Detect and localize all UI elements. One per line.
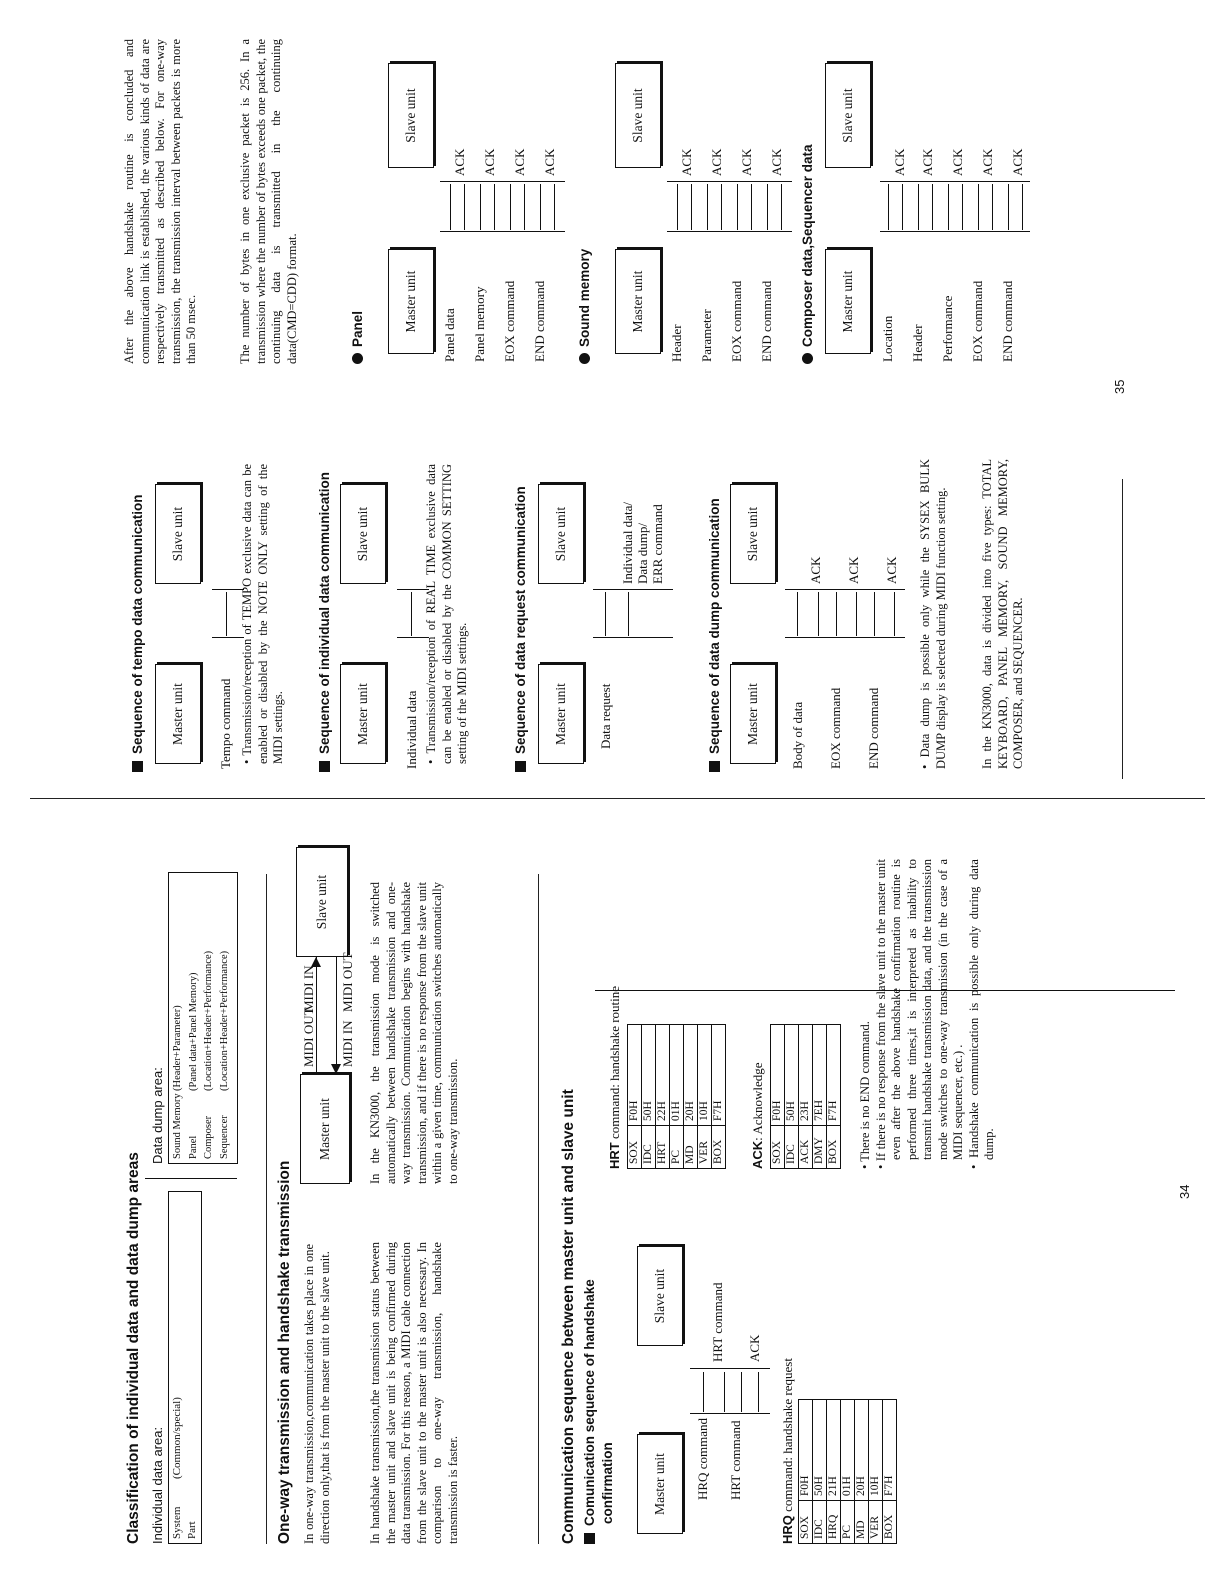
- square-bullet-icon: [515, 761, 526, 772]
- master-unit-label: Master unit: [170, 683, 185, 745]
- arrow-line: [605, 592, 606, 636]
- master-unit-box: [300, 1074, 350, 1184]
- table-cell: SOX: [799, 1501, 813, 1544]
- table-cell: IDC: [785, 1126, 799, 1169]
- ack-table: [770, 1024, 841, 1169]
- master-unit-box: [155, 664, 201, 764]
- table-cell: 10H: [698, 1025, 712, 1126]
- note-item: • Handshake communication is possible only during data dump.: [966, 859, 996, 1169]
- oneway-paragraph-3: In the KN3000, the transmission mode is switched automatically between handshake transmission and one-way transmission. Communication begins with handshake transmission, and if there is no response from the slave unit within a given time, communication switches automatically to one-way transmission.: [368, 882, 460, 1184]
- round-bullet-icon: [579, 353, 590, 364]
- table-cell: 10H: [869, 1400, 883, 1501]
- arrow-line: [524, 184, 525, 230]
- hrq-command-label: HRQ command: [695, 1418, 710, 1500]
- midi-in-top: MIDI IN: [301, 965, 316, 1012]
- square-bullet-icon: [132, 761, 143, 772]
- ack-label: ACK: [950, 148, 965, 176]
- master-unit-label: Master unit: [840, 270, 855, 333]
- header-label: Header: [910, 324, 925, 362]
- request-title-text: Sequence of data request communication: [513, 486, 528, 754]
- table-cell: SOX: [628, 1126, 642, 1169]
- comm-title: Communication sequence between master unit and slave unit: [560, 1089, 577, 1544]
- arrow-line: [724, 1372, 725, 1412]
- panel-memory-label: Panel memory: [472, 286, 487, 362]
- oneway-paragraph-2: In handshake transmission,the transmission status between the master unit and slave unit is being confirmed during data transmission. For this reason, a MIDI cable connection from the slave unit to the master unit is also necessary. In comparison to one-way transmission, handshake transmission is faster.: [368, 1242, 460, 1544]
- table-row: [628, 1025, 642, 1169]
- arrow-line: [818, 592, 819, 636]
- dump-row-desc: (Location+Header+Performance): [218, 950, 230, 1091]
- ack-label: ACK: [808, 556, 823, 584]
- table-cell: F0H: [628, 1025, 642, 1126]
- body-of-data-label: Body of data: [790, 701, 805, 769]
- hrt-table: [627, 1024, 726, 1169]
- table-cell: F0H: [799, 1400, 813, 1501]
- arrow-line: [856, 592, 857, 636]
- slave-unit-box: [388, 63, 434, 168]
- hrq-table: [798, 1399, 897, 1544]
- slave-timeline: [880, 181, 1030, 182]
- panel-title: [350, 311, 365, 364]
- arrow-line: [464, 184, 465, 230]
- panel-data-label: Panel data: [442, 308, 457, 362]
- slave-unit-box: [296, 847, 348, 957]
- table-cell: VER: [869, 1501, 883, 1544]
- master-unit-label: Master unit: [553, 683, 568, 745]
- comm-subtitle: [582, 1279, 597, 1544]
- arrow-line: [1008, 184, 1009, 230]
- arrow-line: [962, 184, 963, 230]
- slave-timeline: [440, 181, 565, 182]
- section-rule: [266, 874, 267, 1544]
- dump-title-text: Sequence of data dump communication: [707, 498, 722, 754]
- slave-timeline: [785, 589, 905, 590]
- slave-unit-box: [538, 484, 584, 584]
- ack-label: ACK: [542, 148, 557, 176]
- ack-label: ACK: [482, 148, 497, 176]
- data-request-label: Data request: [598, 683, 613, 749]
- individual-note: • Transmission/reception of REAL TIME exclusive data can be enabled or disabled by the COMMON SETTING setting of the MIDI settings.: [424, 463, 469, 764]
- table-cell: ACK: [799, 1126, 813, 1169]
- round-bullet-icon: [802, 353, 813, 364]
- table-cell: F7H: [883, 1400, 897, 1501]
- round-bullet-icon: [352, 353, 363, 364]
- note-text: There is no END command.: [858, 1021, 872, 1162]
- table-cell: BOX: [883, 1501, 897, 1544]
- slave-unit-label: Slave unit: [355, 506, 370, 562]
- eox-command-label: EOX command: [729, 280, 744, 362]
- table-cell: DMY: [813, 1126, 827, 1169]
- table-row: [813, 1025, 827, 1169]
- midi-cable-out: [316, 957, 317, 1074]
- arrow-line: [894, 592, 895, 636]
- slave-unit-label: Slave unit: [403, 88, 418, 143]
- individual-data-label: Individual data area:: [150, 1426, 165, 1544]
- right-intro-1: After the above handshake routine is concluded and communication link is established, the various kinds of data are respectively transmitted as described below. For one-way transmission, the transmission interval between packets is more than 50 msec.: [122, 39, 198, 364]
- arrow-line: [703, 1372, 704, 1412]
- master-unit-box: [615, 249, 661, 354]
- arrow-line: [836, 592, 837, 636]
- slave-unit-box: [825, 63, 871, 168]
- ack-label: ACK: [512, 148, 527, 176]
- ack-label: ACK: [679, 148, 694, 176]
- table-cell: 7EH: [813, 1025, 827, 1126]
- tempo-note-text: Transmission/reception of TEMPO exclusive data can be enabled or disabled by the NOTE ONLY setting of the MIDI settings.: [240, 464, 285, 764]
- table-row: [799, 1025, 813, 1169]
- master-timeline: [667, 231, 792, 232]
- midi-in-bottom: MIDI IN: [340, 1020, 355, 1067]
- ack-label: ACK: [709, 148, 724, 176]
- table-cell: IDC: [813, 1501, 827, 1544]
- arrow-line: [767, 184, 768, 230]
- page-number-right: 35: [1112, 379, 1127, 394]
- gutter-line: [30, 798, 1205, 799]
- ack-label: ACK: [769, 148, 784, 176]
- header-label: Header: [669, 324, 684, 362]
- individual-data-box: [168, 1191, 202, 1544]
- end-command-label: END command: [1000, 280, 1015, 362]
- panel-title-text: Panel: [350, 310, 365, 347]
- table-cell: F7H: [712, 1025, 726, 1126]
- table-cell: F0H: [771, 1025, 785, 1126]
- master-unit-label: Master unit: [403, 270, 418, 333]
- ack-label: ACK: [1010, 148, 1025, 176]
- arrow-line: [978, 184, 979, 230]
- arrow-line: [554, 184, 555, 230]
- table-cell: IDC: [642, 1126, 656, 1169]
- table-cell: MD: [855, 1501, 869, 1544]
- table-cell: 50H: [785, 1025, 799, 1126]
- comm-subtitle-line1: Comunication sequence of handshake: [582, 1279, 597, 1526]
- ack-label: ACK: [747, 1334, 762, 1362]
- end-command-label: END command: [866, 687, 881, 769]
- table-row: [656, 1025, 670, 1169]
- table-cell: 20H: [855, 1400, 869, 1501]
- classification-title: Classification of individual data and data dump areas: [125, 1152, 142, 1544]
- sound-title: [577, 249, 592, 364]
- arrow-line: [781, 184, 782, 230]
- end-command-label: END command: [759, 280, 774, 362]
- table-cell: BOX: [712, 1126, 726, 1169]
- table-cell: HRQ: [827, 1501, 841, 1544]
- master-unit-box: [388, 249, 434, 354]
- arrow-line: [450, 184, 451, 230]
- oneway-paragraph-1: In one-way transmission,communication takes place in one direction only,that is from the master unit to the slave unit.: [302, 1244, 332, 1544]
- dump-row-desc: (Location+Header+Performance): [203, 950, 214, 1091]
- ack-caption-rest: : Acknowledge: [750, 1062, 765, 1141]
- slave-unit-label: Slave unit: [314, 874, 329, 930]
- table-cell: MD: [684, 1126, 698, 1169]
- performance-label: Performance: [940, 295, 955, 362]
- arrow-line: [540, 184, 541, 230]
- table-row: [698, 1025, 712, 1169]
- table-row: [883, 1400, 897, 1544]
- midi-out-top: MIDI OUT: [301, 1007, 316, 1067]
- tempo-title: [130, 494, 145, 772]
- arrow-right-icon: [311, 957, 321, 967]
- dump-note-2: In the KN3000, data is divided into five types: TOTAL KEYBOARD, PANEL MEMORY, SOUND MEMORY, COMPOSER, and SEQUENCER.: [980, 459, 1025, 769]
- ack-label: ACK: [920, 148, 935, 176]
- divider: [145, 1178, 237, 1179]
- ack-caption-bold: ACK: [750, 1140, 765, 1169]
- arrow-line: [1022, 184, 1023, 230]
- individual-row-desc: (Common/special): [171, 1397, 183, 1479]
- table-row: [670, 1025, 684, 1169]
- composer-title: [800, 144, 815, 364]
- arrow-line: [888, 184, 889, 230]
- table-row: [799, 1400, 813, 1544]
- arrow-line: [411, 592, 412, 636]
- hrt-caption: [607, 986, 623, 1169]
- ack-label: ACK: [452, 148, 467, 176]
- table-row: [841, 1400, 855, 1544]
- slave-unit-label: Slave unit: [652, 1268, 667, 1324]
- arrow-line: [741, 1372, 742, 1412]
- table-row: [813, 1400, 827, 1544]
- end-command-label: END command: [532, 280, 547, 362]
- table-cell: 20H: [684, 1025, 698, 1126]
- dump-row-desc: (Panel data+Panel Memory): [187, 972, 199, 1091]
- individual-seq-title-text: Sequence of individual data communication: [317, 471, 332, 754]
- arrow-line: [874, 592, 875, 636]
- slave-unit-label: Slave unit: [170, 506, 185, 562]
- ack-label: ACK: [980, 148, 995, 176]
- request-title: [513, 486, 528, 772]
- response-item: Individual data/: [620, 502, 635, 584]
- comm-notes: [858, 859, 998, 1169]
- master-unit-box: [340, 664, 386, 764]
- midi-out-bottom: MIDI OUT: [340, 952, 355, 1012]
- ack-label: ACK: [884, 556, 899, 584]
- master-unit-label: Master unit: [317, 1098, 332, 1160]
- data-dump-box: [168, 872, 238, 1164]
- table-cell: F7H: [827, 1025, 841, 1126]
- master-unit-box: [730, 664, 776, 764]
- dump-row-name: Sound Memory: [172, 1093, 183, 1159]
- ack-label: ACK: [846, 556, 861, 584]
- composer-title-text: Composer data,Sequencer data: [800, 144, 815, 347]
- master-unit-label: Master unit: [355, 683, 370, 745]
- table-row: [855, 1400, 869, 1544]
- table-row: [827, 1025, 841, 1169]
- arrow-line: [948, 184, 949, 230]
- dump-note-1-text: Data dump is possible only while the SYSEX BULK DUMP display is selected during MIDI function setting.: [918, 459, 948, 769]
- arrow-line: [992, 184, 993, 230]
- table-cell: VER: [698, 1126, 712, 1169]
- ack-label: ACK: [739, 148, 754, 176]
- table-cell: 22H: [656, 1025, 670, 1126]
- arrow-line: [628, 592, 629, 636]
- arrow-line: [737, 184, 738, 230]
- master-timeline: [593, 637, 673, 638]
- note-item: • There is no END command.: [858, 1021, 872, 1169]
- section-rule: [538, 874, 539, 1544]
- response-item: Data dump/: [635, 522, 650, 584]
- slave-unit-label: Slave unit: [840, 88, 855, 143]
- master-timeline: [785, 637, 905, 638]
- eox-command-label: EOX command: [970, 280, 985, 362]
- arrow-line: [932, 184, 933, 230]
- note-text: If there is no response from the slave unit to the master unit even after the above handshake confirmation routine is performed three times,it is interpreted as inability to transmit handshake transmission data, and the transmission mode switches to one-way transmission (in the case of a MIDI sequencer, etc.) .: [873, 859, 965, 1162]
- hrt-caption-rest: command: handshake routine: [607, 985, 622, 1143]
- slave-unit-label: Slave unit: [745, 506, 760, 562]
- master-unit-label: Master unit: [630, 270, 645, 333]
- slave-timeline: [593, 589, 673, 590]
- arrow-line: [677, 184, 678, 230]
- table-row: [642, 1025, 656, 1169]
- location-label: Location: [880, 315, 895, 362]
- square-bullet-icon: [584, 1533, 595, 1544]
- arrow-line: [758, 1372, 759, 1412]
- hrq-caption-bold: HRQ: [780, 1515, 795, 1544]
- individual-row-name: Part: [186, 1521, 198, 1539]
- ack-caption: [750, 1062, 766, 1169]
- slave-unit-box: [637, 1246, 683, 1346]
- data-dump-label: Data dump area:: [150, 1067, 165, 1164]
- dump-row-name: Sequencer: [218, 1115, 230, 1159]
- comm-subtitle-line2: confirmation: [600, 1442, 615, 1524]
- arrow-line: [226, 592, 227, 636]
- tempo-title-text: Sequence of tempo data communication: [130, 494, 145, 754]
- table-cell: SOX: [771, 1126, 785, 1169]
- ack-label: ACK: [892, 148, 907, 176]
- eox-command-label: EOX command: [502, 280, 517, 362]
- dump-title: [707, 498, 722, 772]
- slave-unit-label: Slave unit: [553, 506, 568, 562]
- arrow-line: [707, 184, 708, 230]
- sound-title-text: Sound memory: [577, 248, 592, 347]
- note-item: • If there is no response from the slave unit to the master unit even after the above handshake confirmation routine is performed three times,it is interpreted as inability to transmit handshake transmission data, and the transmission mode switches to one-way transmission (in the case of a MIDI sequencer, etc.) .: [873, 859, 965, 1169]
- master-timeline: [880, 231, 1030, 232]
- table-cell: PC: [670, 1126, 684, 1169]
- hrt-command-right: HRT command: [710, 1282, 725, 1362]
- arrow-line: [751, 184, 752, 230]
- hrt-command-label: HRT command: [728, 1420, 743, 1500]
- table-cell: 01H: [841, 1400, 855, 1501]
- arrow-line: [902, 184, 903, 230]
- slave-unit-box: [615, 63, 661, 168]
- table-row: [869, 1400, 883, 1544]
- table-cell: PC: [841, 1501, 855, 1544]
- individual-note-text: Transmission/reception of REAL TIME exclusive data can be enabled or disabled by the COMMON SETTING setting of the MIDI settings.: [424, 463, 469, 764]
- table-cell: 50H: [813, 1400, 827, 1501]
- dump-row-name: Composer: [203, 1115, 214, 1159]
- oneway-title: One-way transmission and handshake transmission: [276, 1160, 293, 1544]
- arrow-line: [510, 184, 511, 230]
- individual-seq-title: [317, 472, 332, 772]
- master-timeline: [690, 1413, 770, 1414]
- individual-data-seq-label: Individual data: [404, 690, 419, 769]
- table-cell: 23H: [799, 1025, 813, 1126]
- parameter-label: Parameter: [699, 309, 714, 362]
- eox-command-label: EOX command: [828, 687, 843, 769]
- table-row: [712, 1025, 726, 1169]
- slave-unit-box: [730, 484, 776, 584]
- table-cell: BOX: [827, 1126, 841, 1169]
- square-bullet-icon: [709, 761, 720, 772]
- arrow-line: [494, 184, 495, 230]
- table-cell: 50H: [642, 1025, 656, 1126]
- page-number-left: 34: [1177, 1184, 1192, 1199]
- right-intro-2: The number of bytes in one exclusive packet is 256. In a transmission where the number of bytes exceeds one packet, the continuing data is transmitted in the continuing data(CMD=CDD) format.: [238, 39, 299, 364]
- table-row: [771, 1025, 785, 1169]
- response-item: ERR command: [650, 504, 665, 584]
- tempo-command-label: Tempo command: [218, 678, 233, 769]
- hrq-caption: [780, 1358, 796, 1544]
- slave-unit-label: Slave unit: [630, 88, 645, 143]
- arrow-line: [480, 184, 481, 230]
- square-bullet-icon: [319, 761, 330, 772]
- master-unit-label: Master unit: [652, 1453, 667, 1515]
- hrt-caption-bold: HRT: [607, 1142, 622, 1169]
- dump-row-desc: (Header+Parameter): [172, 1005, 183, 1091]
- master-unit-box: [538, 664, 584, 764]
- arrow-line: [691, 184, 692, 230]
- midi-cable-in: [336, 957, 337, 1074]
- table-row: [785, 1025, 799, 1169]
- table-cell: 01H: [670, 1025, 684, 1126]
- slave-unit-box: [155, 484, 201, 584]
- request-responses: [620, 502, 665, 584]
- footer-rule: [1122, 479, 1123, 779]
- table-row: [684, 1025, 698, 1169]
- arrow-line: [721, 184, 722, 230]
- individual-row-name: System: [171, 1506, 183, 1539]
- dump-note-1: • Data dump is possible only while the SYSEX BULK DUMP display is selected during MIDI function setting.: [918, 459, 948, 769]
- master-unit-label: Master unit: [745, 683, 760, 745]
- slave-unit-box: [340, 484, 386, 584]
- hrq-caption-rest: command: handshake request: [780, 1358, 795, 1516]
- master-unit-box: [825, 249, 871, 354]
- arrow-line: [918, 184, 919, 230]
- arrow-line: [797, 592, 798, 636]
- table-cell: HRT: [656, 1126, 670, 1169]
- dump-row-name: Panel: [187, 1135, 199, 1159]
- master-timeline: [440, 231, 565, 232]
- tempo-note: • Transmission/reception of TEMPO exclusive data can be enabled or disabled by the NOTE ONLY setting of the MIDI settings.: [240, 464, 285, 764]
- table-cell: 21H: [827, 1400, 841, 1501]
- table-row: [827, 1400, 841, 1544]
- master-unit-box: [637, 1434, 683, 1534]
- slave-timeline: [667, 181, 792, 182]
- note-text: Handshake communication is possible only during data dump.: [966, 859, 996, 1160]
- slave-timeline: [690, 1368, 770, 1369]
